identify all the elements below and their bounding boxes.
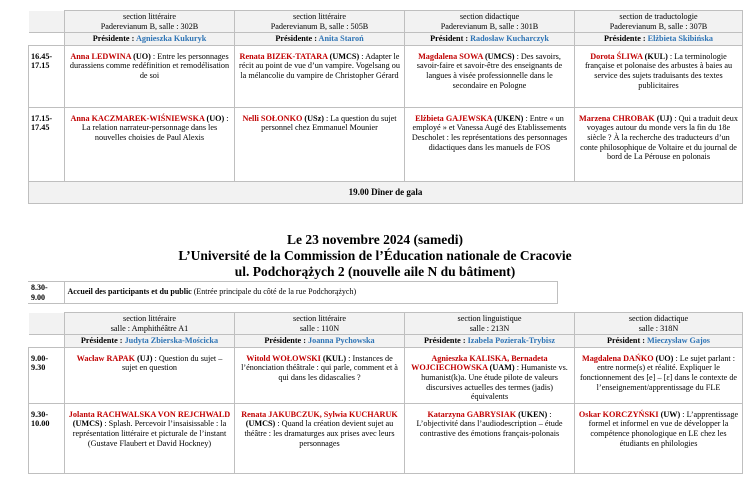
session-row <box>29 107 743 181</box>
talk-cell: Wacław RAPAK (UJ) : Question du sujet – sujet en question <box>65 347 235 403</box>
chair-cell: Présidente : Elżbieta Skibińska <box>575 33 743 46</box>
chair-row <box>29 335 743 348</box>
talk-cell: Jolanta RACHWALSKA VON REJCHWALD (UMCS) : Splash. Percevoir l’insaisissable : la représentation littéraire et picturale de l’instant (Gustave Flaubert et David Hockney) <box>65 403 235 473</box>
venue-name: L’Université de la Commission de l’Éducation nationale de Cracovie <box>178 248 572 263</box>
talk-cell: Magdalena SOWA (UMCS) : Des savoirs, savoir-faire et savoir-être des enseignants de langues à visée professionnelle dans le secondaire en Pologne <box>405 45 575 107</box>
chair-cell: Présidente : Anita Staroń <box>235 33 405 46</box>
chair-cell: Présidente : Joanna Pychowska <box>235 335 405 348</box>
session-row <box>29 403 743 473</box>
talk-cell: Renata JAKUBCZUK, Sylwia KUCHARUK (UMCS) : Quand la création devient sujet au théâtre : les dramaturges aux prises avec leurs personnages <box>235 403 405 473</box>
gala-row <box>29 181 743 204</box>
talk-cell: Anna LEDWINA (UO) : Entre les personnages durassiens comme redéfinition et remodélisation de soi <box>65 45 235 107</box>
time-slot: 9.30-10.00 <box>29 403 65 473</box>
time-slot: 17.15-17.45 <box>29 107 65 181</box>
talk-cell: Nelli SOŁONKO (USz) : La question du sujet personnel chez Emmanuel Mounier <box>235 107 405 181</box>
talk-cell: Dorota ŚLIWA (KUL) : La terminologie française et polonaise des arbustes à baies au service des sujets traduisants des textes publicitaires <box>575 45 743 107</box>
time-slot: 16.45-17.15 <box>29 45 65 107</box>
empty-cell <box>29 313 65 335</box>
session-row <box>29 45 743 107</box>
talk-cell: Katarzyna GABRYSIAK (UKEN) : L’objectivité dans l’audiodescription – étude contrastive des émotions français-polonais <box>405 403 575 473</box>
talk-cell: Renata BIZEK-TATARA (UMCS) : Adapter le récit au point de vue d’un vampire. Vogelsang ou la mélancolie du vampire de Christopher Gérard <box>235 45 405 107</box>
talk-cell: Magdalena DAŃKO (UO) : Le sujet parlant : entre norme(s) et réalité. Expliquer le fonctionnement des [e] – [ɛ] dans le contexte de l’enseignement/apprentissage du FLE <box>575 347 743 403</box>
venue-address: ul. Podchorążych 2 (nouvelle aile N du bâtiment) <box>234 264 516 279</box>
friday-sessions-table <box>28 10 743 204</box>
talk-cell: Anna KACZMAREK-WIŚNIEWSKA (UO) : La relation narrateur-personnage dans les nouvelles choisies de Paul Alexis <box>65 107 235 181</box>
chair-cell: Président : Mieczysław Gajos <box>575 335 743 348</box>
welcome-row <box>28 282 558 304</box>
talk-cell: Agnieszka KALISKA, Bernadeta WOJCIECHOWSKA (UAM) : Humaniste vs. humanist(k)a. Une étude pilote de valeurs discursives actuelles des termes (jadis) équivalents <box>405 347 575 403</box>
section-header: section littéraire Paderevianum B, salle : 302B <box>65 11 235 33</box>
talk-cell: Elżbieta GAJEWSKA (UKEN) : Entre « un employé » et Vanessa Augé des Etablissements Descholet : les représentations des personnages didactiques dans les manuels de FOS <box>405 107 575 181</box>
welcome-table <box>28 281 558 304</box>
talk-cell: Witold WOŁOWSKI (KUL) : Instances de l’énonciation théâtrale : qui parle, comment et à qui dans les didascalies ? <box>235 347 405 403</box>
section-header: section didactique Paderevianum B, salle : 301B <box>405 11 575 33</box>
saturday-sessions-table <box>28 312 743 474</box>
section-header-row <box>29 313 743 335</box>
section-header: section littéraire salle : Amphithéâtre A1 <box>65 313 235 335</box>
chair-cell: Présidente : Judyta Zbierska-Mościcka <box>65 335 235 348</box>
talk-cell: Oskar KORCZYŃSKI (UW) : L’apprentissage formel et informel en vue de développer la compétence phonologique en LE chez les étudiants en philologies <box>575 403 743 473</box>
section-header: section littéraire salle : 110N <box>235 313 405 335</box>
section-header: section didactique salle : 318N <box>575 313 743 335</box>
chair-cell: Président : Radosław Kucharczyk <box>405 33 575 46</box>
chair-cell: Présidente : Agnieszka Kukuryk <box>65 33 235 46</box>
session-row <box>29 347 743 403</box>
chair-row <box>29 33 743 46</box>
day-date: Le 23 novembre 2024 (samedi) <box>287 232 463 247</box>
empty-cell <box>29 335 65 348</box>
gala-dinner: 19.00 Dîner de gala <box>29 181 743 204</box>
talk-cell: Marzena CHROBAK (UJ) : Qui a traduit deux voyages autour du monde vers la fin du 18e siècle ? À la recherche des traducteurs d’un conte philosophique de Voltaire et du journal de bord de La Pérouse en polonais <box>575 107 743 181</box>
welcome-text: Accueil des participants et du public (Entrée principale du côté de la rue Podchorążych) <box>64 282 558 304</box>
empty-cell <box>29 33 65 46</box>
section-header: section littéraire Paderevianum B, salle : 505B <box>235 11 405 33</box>
section-header-row <box>29 11 743 33</box>
time-slot: 8.30-9.00 <box>28 282 64 304</box>
time-slot: 9.00-9.30 <box>29 347 65 403</box>
section-header: section linguistique salle : 213N <box>405 313 575 335</box>
section-header: section de traductologie Paderevianum B, salle : 307B <box>575 11 743 33</box>
chair-cell: Présidente : Izabela Pozierak-Trybisz <box>405 335 575 348</box>
empty-cell <box>29 11 65 33</box>
